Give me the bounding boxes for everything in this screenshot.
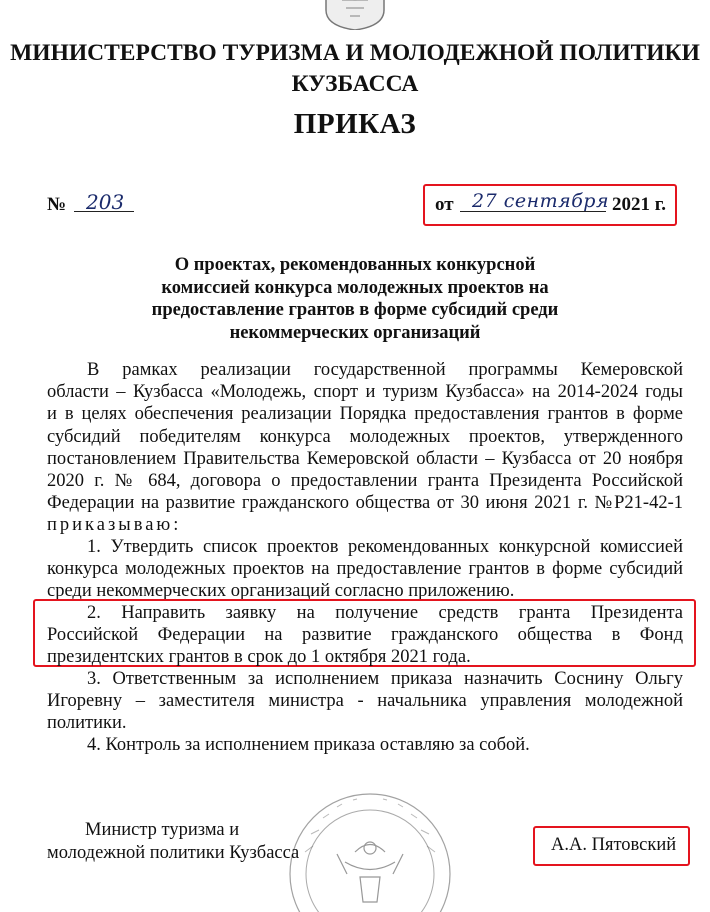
ministry-line-2: КУЗБАССА [291, 71, 419, 97]
date-prefix: от [435, 194, 454, 215]
order-number: 203 [86, 190, 125, 214]
signatory-title-line: Министр туризма и [85, 820, 240, 840]
item-line: политики. [47, 713, 127, 734]
preamble-paragraph [47, 359, 683, 537]
preamble-line: субсидий победителям конкурса молодежных проектов, утвержденного [47, 426, 683, 447]
preamble-line: области – Кузбасса «Молодежь, спорт и туризм Кузбасса» на 2014-2024 годы [47, 382, 683, 403]
signatory-title-line: молодежной политики Кузбасса [47, 842, 300, 863]
preamble-line: В рамках реализации государственной программы Кемеровской [87, 360, 683, 380]
order-item-3 [47, 668, 683, 735]
item-line: 2. Направить заявку на получение средств гранта Президента [87, 603, 683, 623]
ministry-line-1: МИНИСТЕРСТВО ТУРИЗМА И МОЛОДЕЖНОЙ ПОЛИТИКИ [10, 40, 700, 66]
order-item-2 [47, 602, 683, 669]
item-line: Российской Федерации на развитие гражданского общества в Фонд [47, 625, 683, 646]
item-line: среди некоммерческих организаций согласно приложению. [47, 581, 515, 602]
preamble-line: постановлением Правительства Кемеровской области – Кузбасса от 20 ноября [47, 448, 683, 469]
coat-of-arms-icon [318, 0, 392, 30]
order-item-1 [47, 536, 683, 603]
number-label: № [47, 194, 67, 215]
preamble-line: 2020 г. № 684, договора о предоставлении гранта Президента Российской [47, 470, 683, 491]
item-line: 4. Контроль за исполнением приказа оставляю за собой. [87, 735, 530, 755]
order-item-4 [47, 734, 683, 756]
subject-line: комиссией конкурса молодежных проектов на [161, 277, 549, 298]
item-line: 1. Утвердить список проектов рекомендованных конкурсной комиссией [87, 537, 683, 557]
subject-line: предоставление грантов в форме субсидий среди [151, 300, 559, 320]
ministry-header [0, 38, 710, 100]
subject-line: некоммерческих организаций [229, 322, 481, 343]
signatory-title [47, 819, 299, 864]
order-verb: приказываю: [47, 515, 182, 536]
order-title: ПРИКАЗ [293, 108, 417, 140]
item-line: Игоревну – заместителя министра - начальника управления молодежной [47, 691, 683, 712]
date-handwritten: 27 сентября [472, 190, 610, 212]
item-line: конкурса молодежных проектов на предоставление грантов в форме субсидий [47, 559, 683, 580]
preamble-line: и в целях обеспечения реализации Порядка предоставления грантов в форме [47, 404, 683, 425]
subject-line: О проектах, рекомендованных конкурсной [174, 255, 536, 275]
item-line: 3. Ответственным за исполнением приказа назначить Соснину Ольгу [87, 669, 683, 689]
preamble-line: Федерации на развитие гражданского общества от 30 июня 2021 г. №Р21-42-1 [47, 493, 683, 514]
order-subject [0, 254, 710, 344]
item-line: президентских грантов в срок до 1 октября 2021 года. [47, 647, 471, 668]
signatory-name: А.А. Пятовский [551, 835, 677, 855]
official-seal-icon [285, 782, 455, 912]
date-year: 2021 г. [612, 194, 666, 215]
